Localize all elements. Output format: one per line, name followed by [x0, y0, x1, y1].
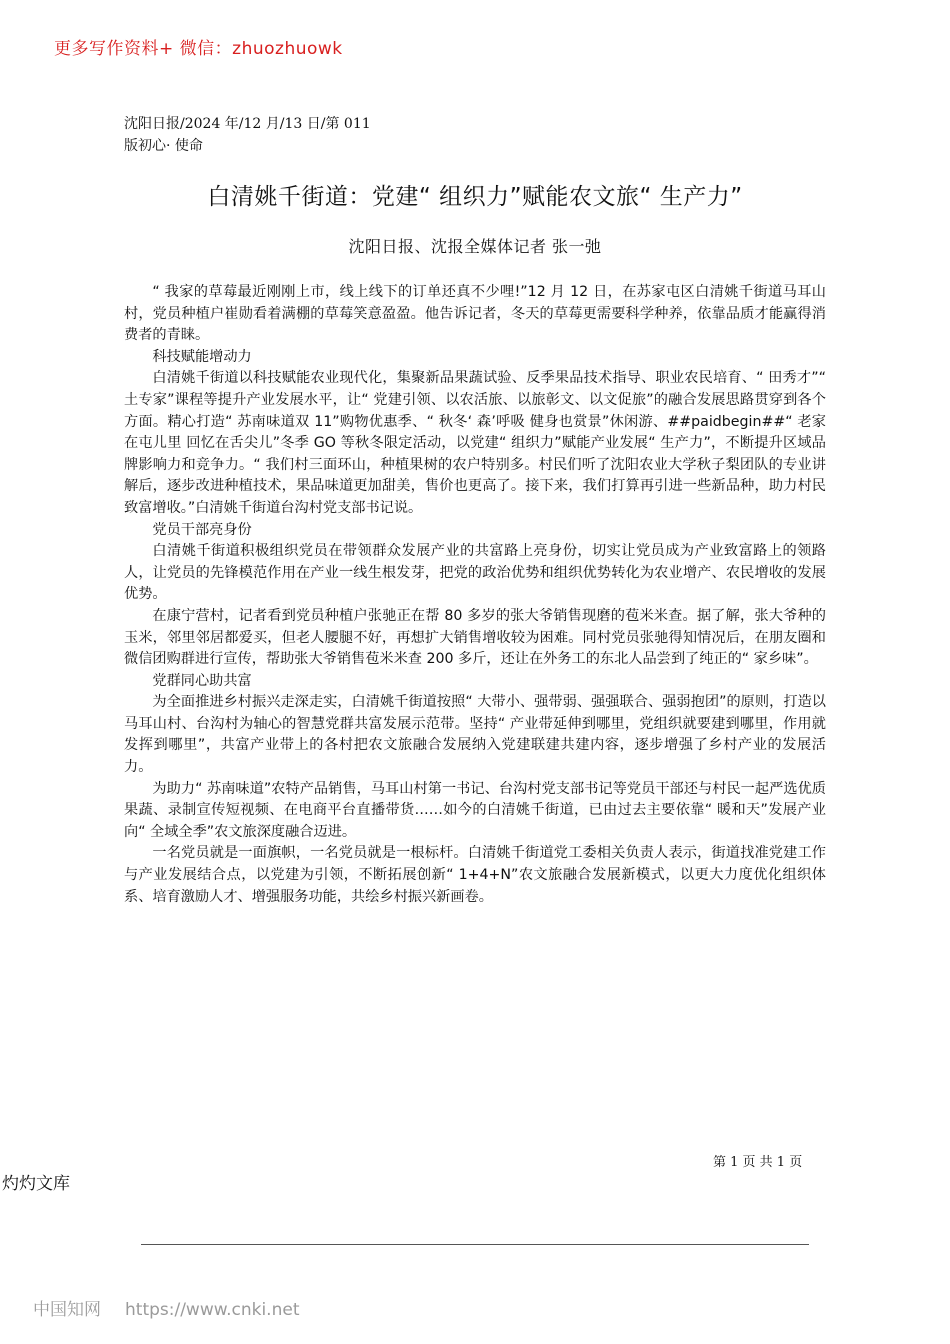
paragraph: 为全面推进乡村振兴走深走实，白清姚千街道按照“ 大带小、强带弱、强强联合、强弱抱团”的原则，打造以马耳山村、台沟村为轴心的智慧党群共富发展示范带。坚持“ 产业带延伸到哪里，党组织就要建到哪里，作用就发挥到哪里”，共富产业带上的各村把农文旅融合发展纳入党建联建共建内容，逐步增强了乡村产业的发展活力。: [124, 694, 826, 776]
paragraph: 白清姚千街道以科技赋能农业现代化，集聚新品果蔬试验、反季果品技术指导、职业农民培育、“ 田秀才”“ 土专家”课程等提升产业发展水平，让“ 党建引领、以农活旅、以旅彰文、以文促旅”的融合发展思路贯穿到各个方面。精心打造“ 苏南味道双 11”购物优惠季、“ 秋冬‘ 森’呼吸 健身也赏景”休闲游、##paidbegin##“ 老家在屯儿里 回忆在舌尖儿”冬季 GO 等秋冬限定活动，以党建“ 组织力”赋能产业发展“ 生产力”，不断提升区域品牌影响力和竞争力。“ 我们村三面环山，种植果树的农户特别多。村民们听了沈阳农业大学秋子梨团队的专业讲解后，逐步改进种植技术，果品味道更加甜美，售价也更高了。接下来，我们打算再引进一些新品种，助力村民致富增收。”白清姚千街道台沟村党支部书记说。: [124, 370, 826, 516]
footer-url[interactable]: https://www.cnki.net: [125, 1300, 300, 1320]
section-heading: 党员干部亮身份: [152, 521, 252, 538]
footer-source: [33, 1295, 299, 1320]
paragraph: 在康宁营村，记者看到党员种植户张驰正在帮 80 多岁的张大爷销售现磨的苞米米查。据了解，张大爷种的玉米，邻里邻居都爱买，但老人腰腿不好，再想扩大销售增收较为困难。同村党员张驰得知情况后，在朋友圈和微信团购群进行宣传，帮助张大爷销售苞米米查 200 多斤，还让在外务工的东北人品尝到了纯正的“ 家乡味”。: [124, 607, 826, 668]
article-title: 白清姚千街道：党建“ 组织力”赋能农文旅“ 生产力”: [207, 184, 743, 210]
section-heading: 党群同心助共富: [152, 672, 252, 689]
footer-site-name: 中国知网: [33, 1300, 101, 1320]
page-number: 第 1 页 共 1 页: [713, 1155, 803, 1170]
section-heading: 科技赋能增动力: [152, 348, 252, 365]
footer-divider: [141, 1244, 809, 1245]
article-body: [124, 282, 826, 908]
paragraph: 为助力“ 苏南味道”农特产品销售，马耳山村第一书记、台沟村党支部书记等党员干部还与村民一起严选优质果蔬、录制宣传短视频、在电商平台直播带货……如今的白清姚千街道，已由过去主要依靠“ 暖和天”发展产业向“ 全域全季”农文旅深度融合迈进。: [124, 780, 826, 840]
paragraph: 一名党员就是一面旗帜，一名党员就是一根标杆。白清姚千街道党工委相关负责人表示，街道找准党建工作与产业发展结合点，以党建为引领，不断拓展创新“ 1+4+N”农文旅融合发展新模式，以更大力度优化组织体系、培育激励人才、增强服务功能，共绘乡村振兴新画卷。: [124, 845, 826, 905]
source-info: [124, 113, 371, 157]
promo-banner: 更多写作资料+ 微信：zhuozhuowk: [54, 39, 343, 59]
source-line-2: 版初心· 使命: [124, 138, 203, 154]
paragraph: 白清姚千街道积极组织党员在带领群众发展产业的共富路上亮身份，切实让党员成为产业致富路上的领路人，让党员的先锋模范作用在产业一线生根发芽，把党的政治优势和组织优势转化为农业增产、农民增收的发展优势。: [124, 543, 826, 603]
watermark-label: 灼灼文库: [2, 1174, 70, 1194]
paragraph: “ 我家的草莓最近刚刚上市，线上线下的订单还真不少哩!”12 月 12 日，在苏家屯区白清姚千街道马耳山村，党员种植户崔勋看着满棚的草莓笑意盈盈。他告诉记者，冬天的草莓更需要科学种养，依靠品质才能赢得消费者的青睐。: [124, 284, 826, 344]
source-line-1: 沈阳日报/2024 年/12 月/13 日/第 011: [124, 116, 371, 132]
article-byline: 沈阳日报、沈报全媒体记者 张一弛: [348, 237, 602, 256]
